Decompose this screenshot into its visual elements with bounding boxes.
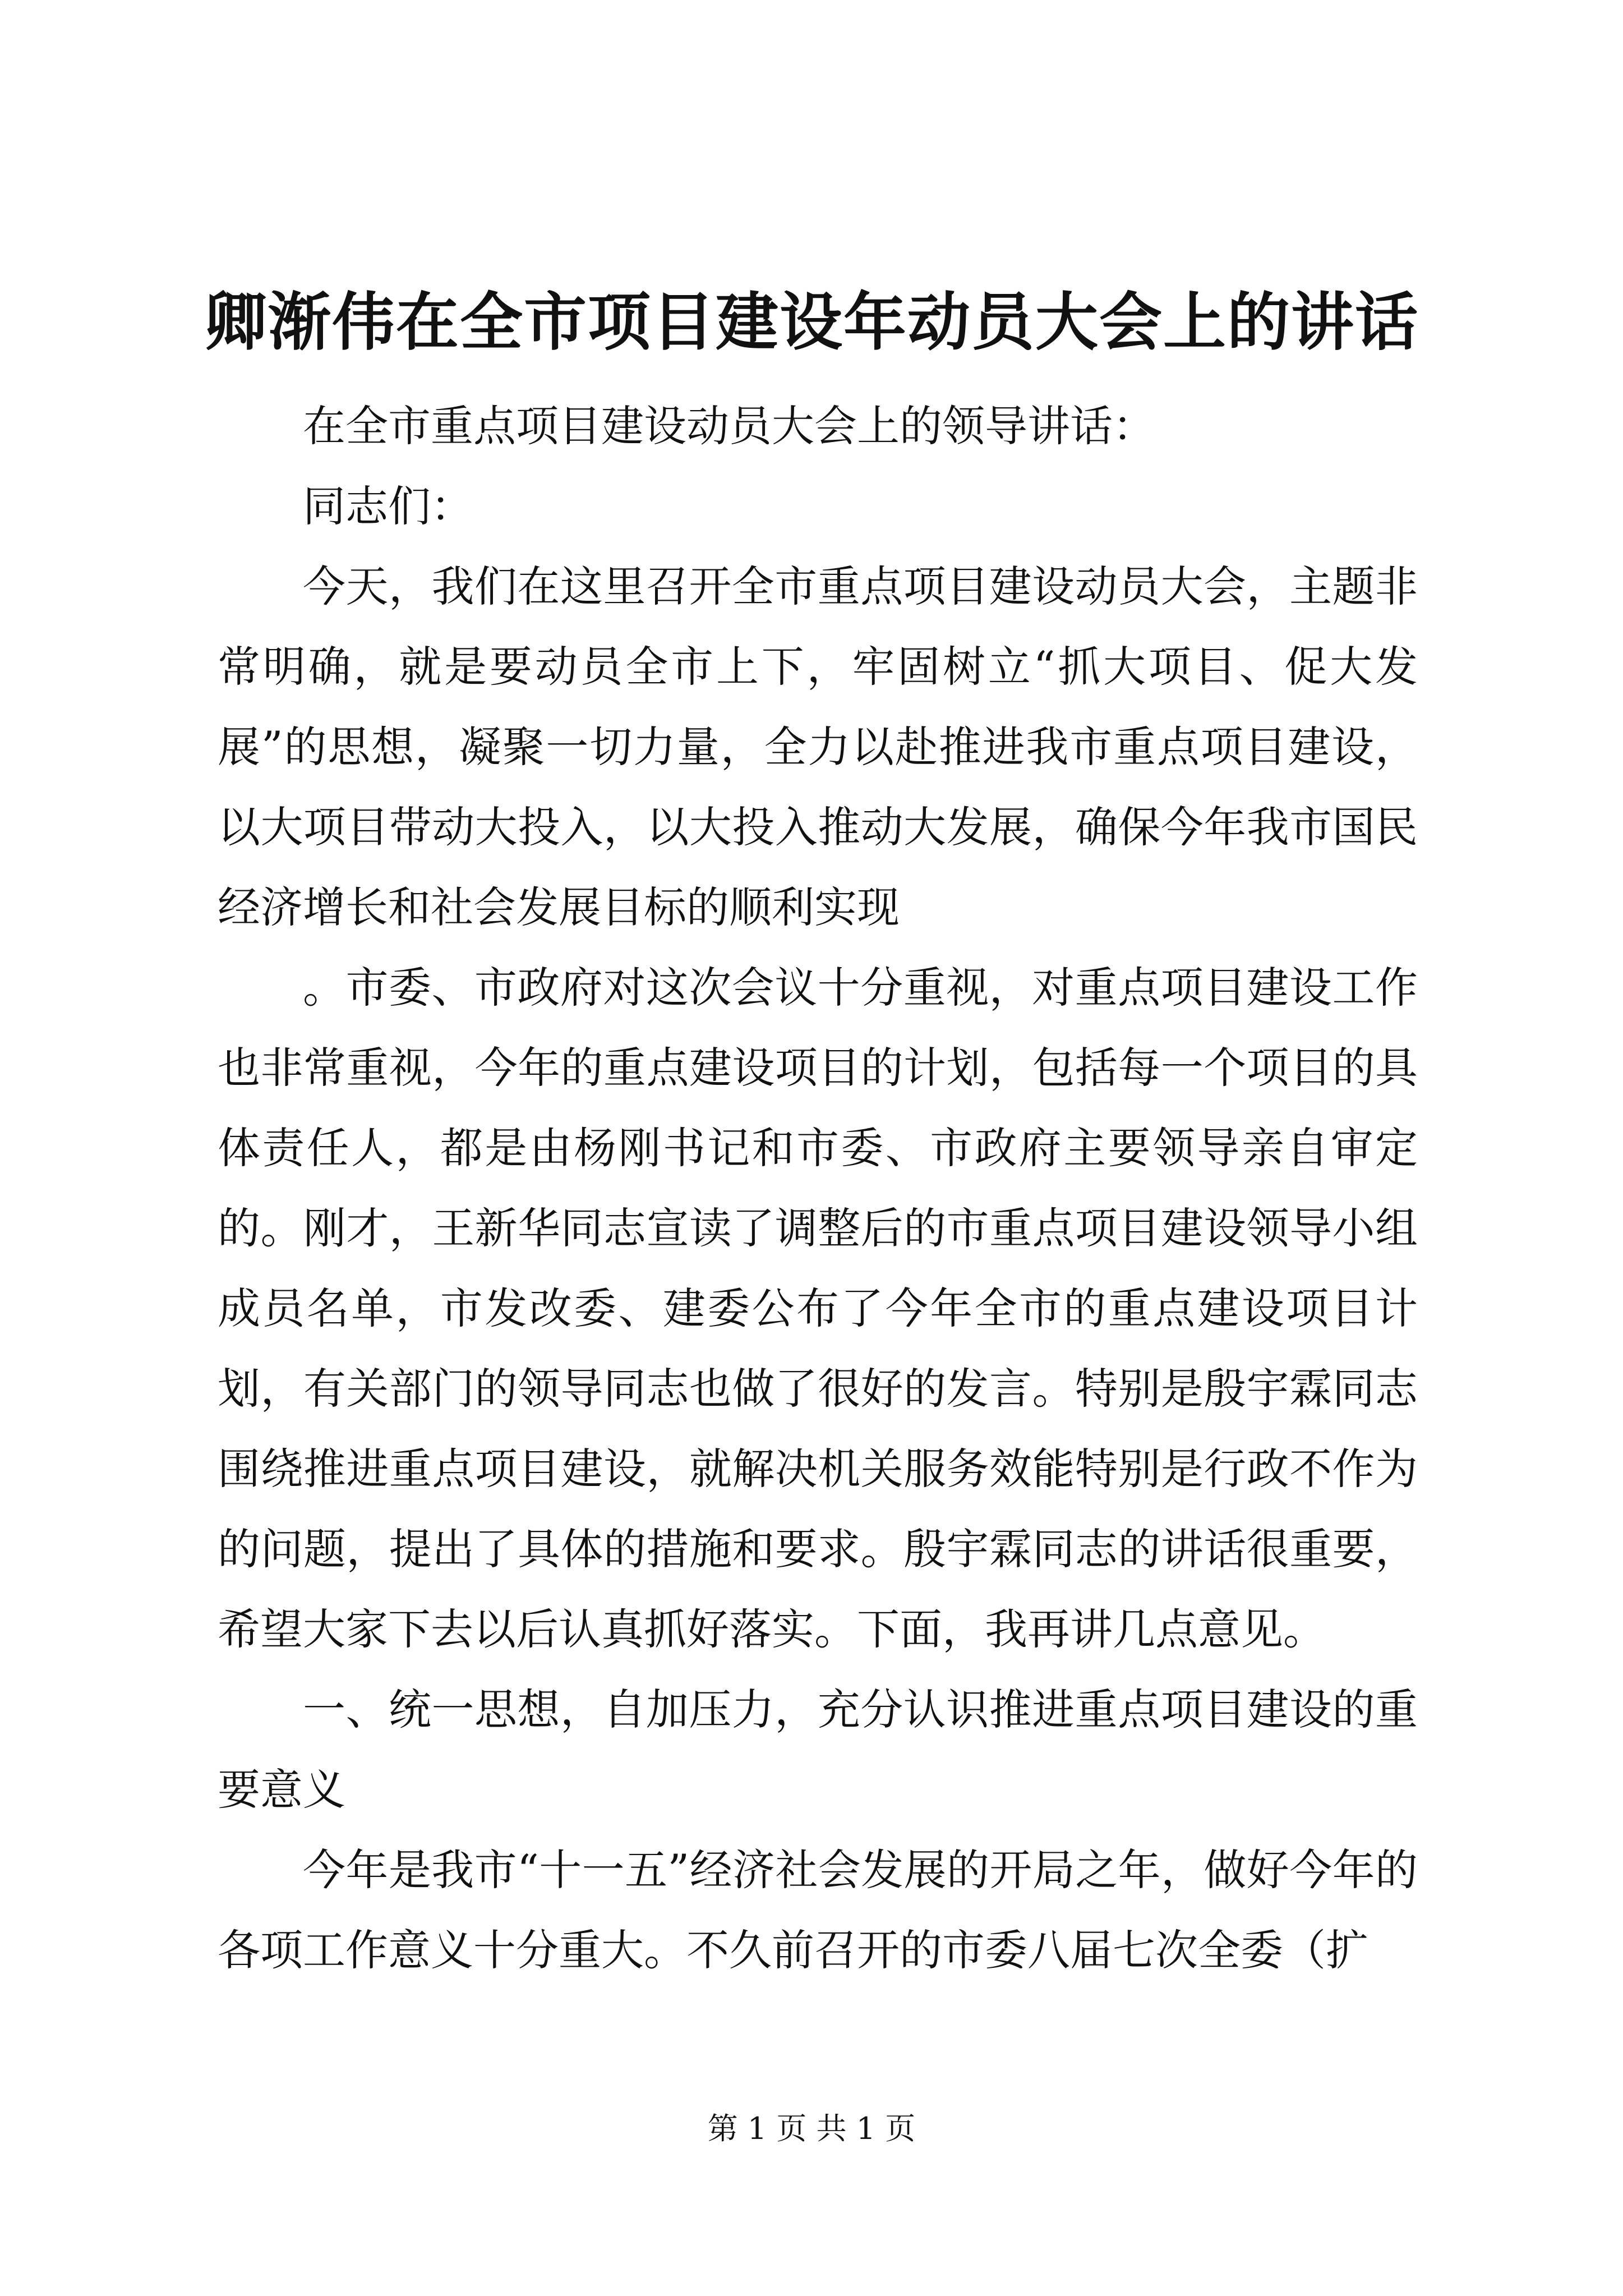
paragraph-heading-line: 在全市重点项目建设动员大会上的领导讲话：: [303, 401, 1155, 451]
paragraph-section-one-heading: 一、统一思想，自加压力，充分认识推进重点项目建设的重要意义: [218, 1685, 1418, 1815]
paragraph-meeting-importance: 。市委、市政府对这次会议十分重视，对重点项目建设工作也非常重视，今年的重点建设项目的计划，包括每一个项目的具体责任人，都是由杨刚书记和市委、市政府主要领导亲自审定的。刚才，王新华同志宣读了调整后的市重点项目建设领导小组成员名单，市发改委、建委公布了今年全市的重点建设项目计划，有关部门的领导同志也做了很好的发言。特别是殷宇霖同志围绕推进重点项目建设，就解决机关服务效能特别是行政不作为的问题，提出了具体的措施和要求。殷宇霖同志的讲话很重要，希望大家下去以后认真抓好落实。下面，我再讲几点意见。: [218, 963, 1418, 1654]
paragraph-salutation: 同志们：: [303, 481, 473, 531]
paragraph-section-one-body: 今年是我市“十一五”经济社会发展的开局之年，做好今年的各项工作意义十分重大。不久前召开的市委八届七次全委（扩: [218, 1845, 1418, 1975]
page-footer: 第 1 页 共 1 页: [707, 2111, 916, 2146]
document-body: [218, 386, 1418, 1990]
document-title: 卿渐伟在全市项目建设年动员大会上的讲话: [204, 286, 1419, 359]
paragraph-opening: 今天，我们在这里召开全市重点项目建设动员大会，主题非常明确，就是要动员全市上下，牢固树立“抓大项目、促大发展”的思想，凝聚一切力量，全力以赴推进我市重点项目建设，以大项目带动大投入，以大投入推动大发展，确保今年我市国民经济增长和社会发展目标的顺利实现: [218, 562, 1418, 932]
